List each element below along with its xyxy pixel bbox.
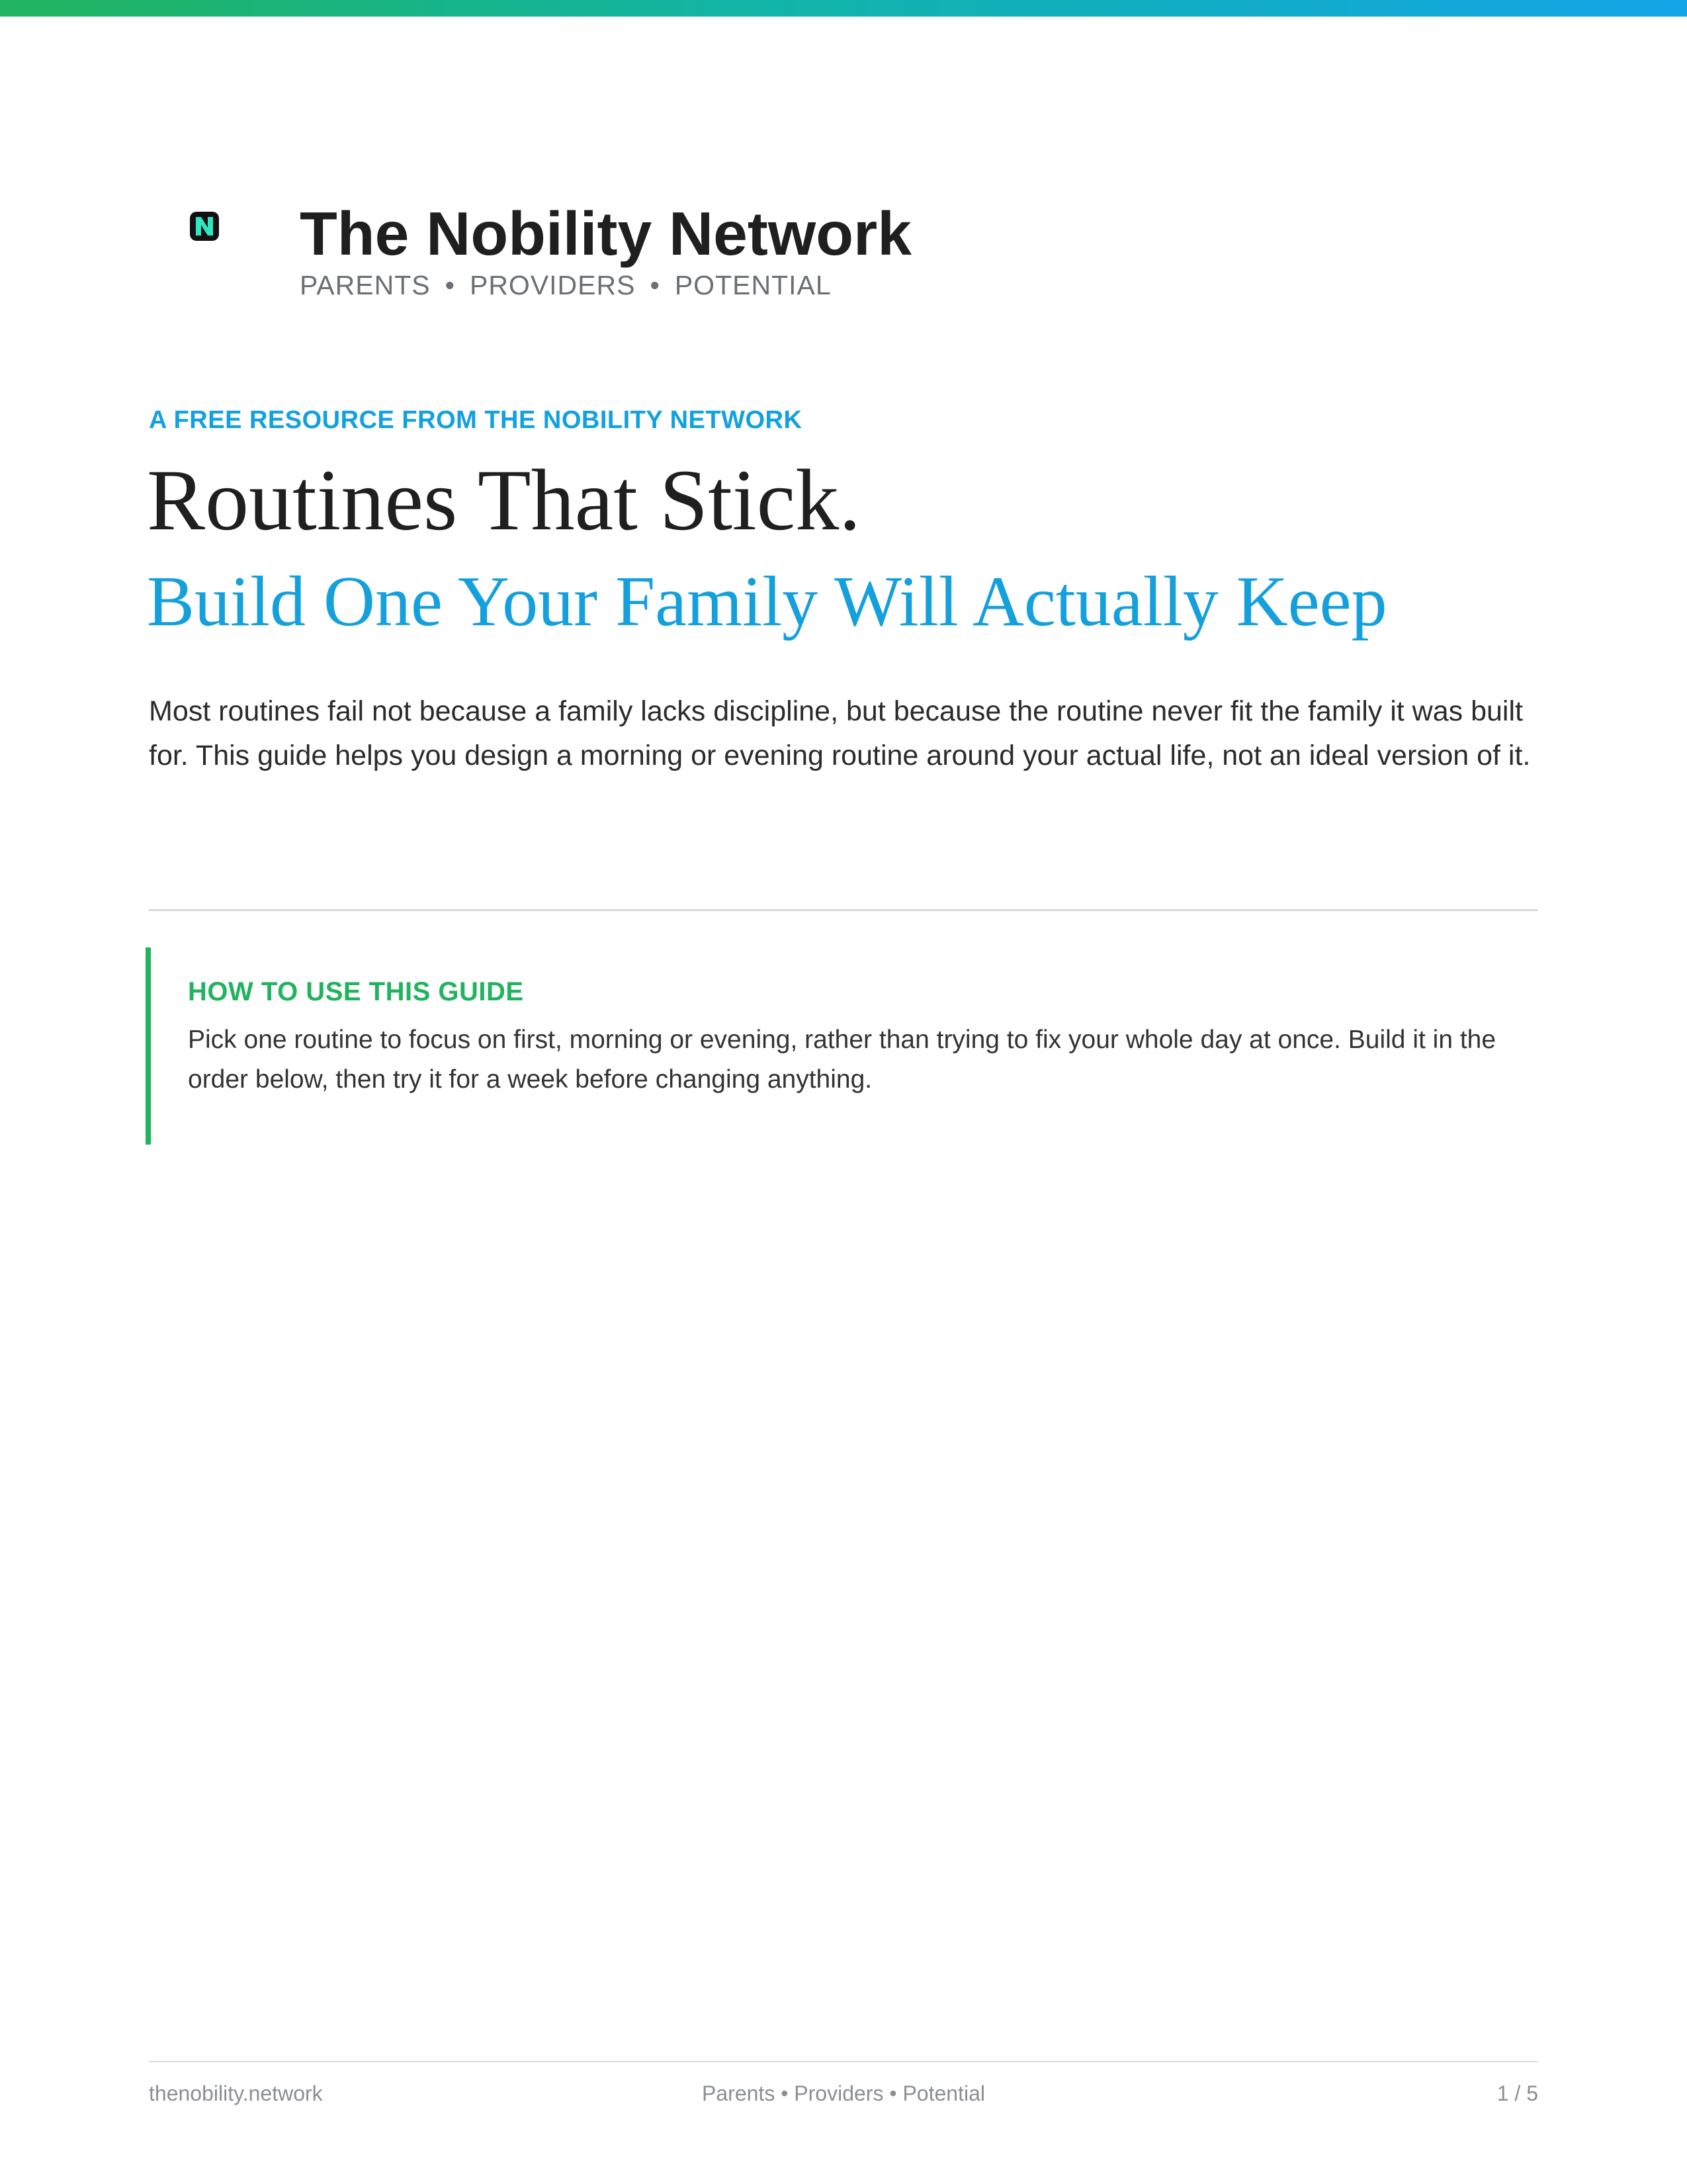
page-subtitle: Build One Your Family Will Actually Keep: [147, 562, 1387, 641]
tagline-separator: •: [650, 270, 660, 300]
page-title: Routines That Stick.: [147, 451, 861, 548]
section-divider: [149, 909, 1538, 911]
resource-eyebrow: A FREE RESOURCE FROM THE NOBILITY NETWORK: [149, 406, 802, 434]
top-gradient-bar: [0, 0, 1687, 17]
tagline-parents: PARENTS: [300, 270, 431, 300]
footer-page-number: 1 / 5: [1496, 2081, 1538, 2105]
tagline-providers: PROVIDERS: [469, 270, 636, 300]
intro-paragraph: Most routines fail not because a family lacks discipline, but because the routine never fit the family it was built for. This guide helps you design a morning or evening routine around your actual life, not an ideal version of it.: [149, 695, 1531, 771]
brand-header: [189, 199, 982, 310]
nobility-n-logo-icon: [189, 210, 220, 242]
footer-divider: [149, 2061, 1538, 2062]
callout-body: Pick one routine to focus on first, morning or evening, rather than trying to fix your whole day at once. Build it in the order below, then try it for a week before changing anything.: [188, 1026, 1496, 1094]
brand-tagline: [300, 270, 832, 301]
footer-website: thenobility.network: [149, 2081, 323, 2105]
how-to-use-callout: [146, 947, 1538, 1145]
footer-motto: Parents • Providers • Potential: [702, 2081, 985, 2105]
callout-heading: HOW TO USE THIS GUIDE: [188, 977, 524, 1006]
tagline-separator: •: [445, 270, 455, 300]
brand-name: The Nobility Network: [300, 199, 912, 268]
tagline-potential: POTENTIAL: [674, 270, 832, 300]
